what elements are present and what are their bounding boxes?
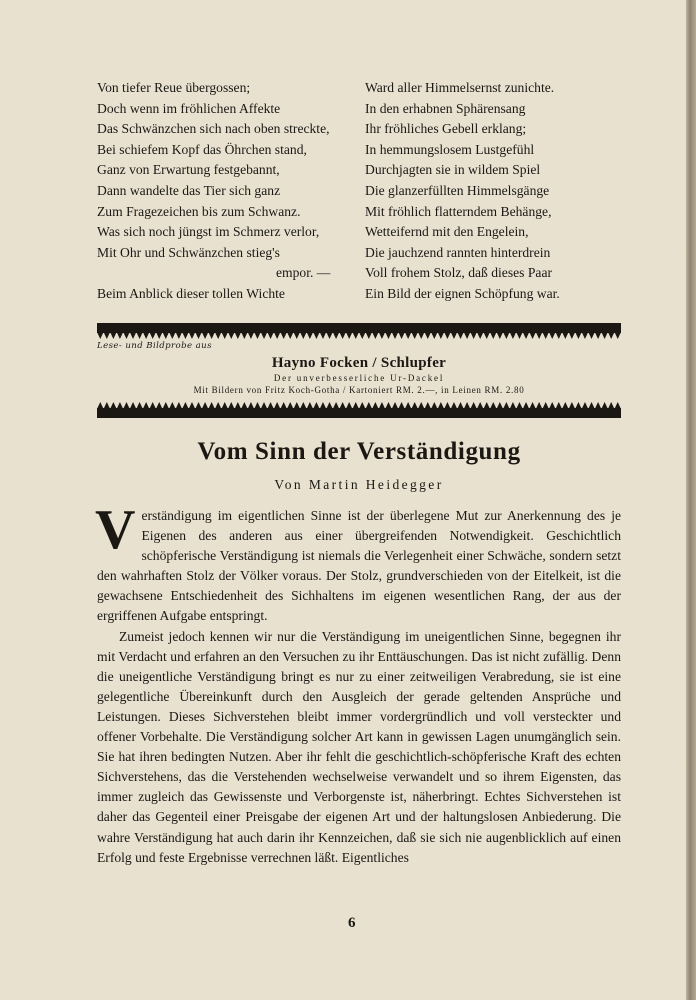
drop-cap: V	[95, 499, 136, 561]
poem-line: Voll frohem Stolz, daß dieses Paar	[365, 265, 553, 281]
article-body	[95, 499, 621, 868]
article-author: Von Martin Heidegger	[274, 477, 444, 492]
poem-line: Ward aller Himmelsernst zunichte.	[365, 80, 555, 95]
ad-book-meta: Mit Bildern von Fritz Koch-Gotha / Kartoniert RM. 2.—, in Leinen RM. 2.80	[193, 385, 525, 395]
paragraph: Zumeist jedoch kennen wir nur die Verständigung im uneigentlichen Sinne, begegnen ihr mit Verdacht und erfahren an den Versuchen zu ihr Enttäuschungen. Das ist nicht zufällig. Denn die uneigentliche Verständigung bringt es nur zu einer zeitweiligen Verabredung, sie ist eine gelegentliche Übereinkunft durch den Ausgleich der gerade geltenden Ansprüche und Leistungen. Dieses Sichverstehen bleibt immer vordergründlich und voll versteckter und offener Vorbehalte. Die Verständigung solcher Art kann in gewissen Lagen unumgänglich sein. Sie hat ihren bedingten Nutzen. Aber ihr fehlt die geschichtlich-schöpferische Kraft des echten Sichverstehens, das die Verstehenden wechselweise verwandelt und so ihrem Eigensten, das immer zugleich das Gewissenste und Verborgenste ist, näherbringt. Echtes Sichverstehen ist daher das Gegenteil einer Preisgabe der eigenen Art und der haltungslosen Anbiederung. Die wahre Verständigung hat auch darin ihr Kennzeichen, daß sie sich nie augenblicklich auf einen Erfolg und feste Ergebnisse verrechnen läßt. Eigentliches	[97, 628, 621, 865]
poem-line: In hemmungslosem Lustgefühl	[365, 141, 535, 157]
poem-line: Dann wandelte das Tier sich ganz	[97, 182, 281, 198]
poem-line: Die jauchzend rannten hinterdrein	[365, 244, 551, 260]
ad-intro: Lese- und Bildprobe aus	[97, 341, 212, 351]
poem-line: Mit Ohr und Schwänzchen stieg's	[97, 244, 280, 260]
ornamental-border-top	[97, 323, 621, 333]
poem-line: Ihr fröhliches Gebell erklang;	[365, 121, 527, 137]
poem-line: Ein Bild der eignen Schöpfung war.	[365, 285, 560, 301]
article-title: Vom Sinn der Verständigung	[197, 438, 521, 465]
poem-line: Ganz von Erwartung festgebannt,	[97, 162, 280, 178]
poem-column-left	[97, 78, 359, 305]
border-teeth	[97, 402, 621, 409]
poem-line: In den erhabnen Sphärensang	[365, 100, 526, 116]
poem-line: Von tiefer Reue übergossen;	[97, 80, 251, 95]
page-number: 6	[348, 915, 356, 931]
page-edge	[686, 0, 696, 1000]
poem-line: Mit fröhlich flatterndem Behänge,	[365, 203, 552, 219]
paragraph-text: erständigung im eigentlichen Sinne ist der überlegene Mut zur Anerkennung des je Eigenen des anderen aus einer übergreifenden Notwendigkeit. Geschichtlich schöpferische Verständigung ist niemals die Verlegenheit einer Schwäche, sondern setzt den wahrhaften Stolz der Völker voraus. Der Stolz, grundverschieden von der Eitelkeit, ist die gewachsene Entschiedenheit des Sichhaltens im eigenen wesentlichen Rang, der aus der ergriffenen Aufgabe entspringt.	[97, 508, 621, 624]
poem	[97, 78, 627, 305]
poem-line: Durchjagten sie in wildem Spiel	[365, 162, 541, 178]
ornamental-border-bottom	[97, 408, 621, 418]
poem-line: Zum Fragezeichen bis zum Schwanz.	[97, 203, 301, 219]
ad-book-title: Hayno Focken / Schlupfer	[271, 355, 447, 371]
poem-line: Das Schwänzchen sich nach oben streckte,	[97, 121, 330, 137]
paragraph	[95, 499, 621, 627]
poem-line: Wetteifernd mit den Engelein,	[365, 224, 529, 240]
poem-line: Die glanzerfüllten Himmelsgänge	[365, 182, 550, 198]
poem-line: empor. —	[276, 265, 331, 281]
poem-line: Beim Anblick dieser tollen Wichte	[97, 285, 285, 301]
poem-line: Bei schiefem Kopf das Öhrchen stand,	[97, 141, 307, 157]
poem-column-right	[365, 78, 627, 305]
ad-book-subtitle: Der unverbesserliche Ur-Dackel	[273, 373, 445, 383]
book-advertisement	[97, 337, 621, 395]
poem-line: Was sich noch jüngst im Schmerz verlor,	[97, 224, 320, 240]
poem-line: Doch wenn im fröhlichen Affekte	[97, 100, 281, 116]
